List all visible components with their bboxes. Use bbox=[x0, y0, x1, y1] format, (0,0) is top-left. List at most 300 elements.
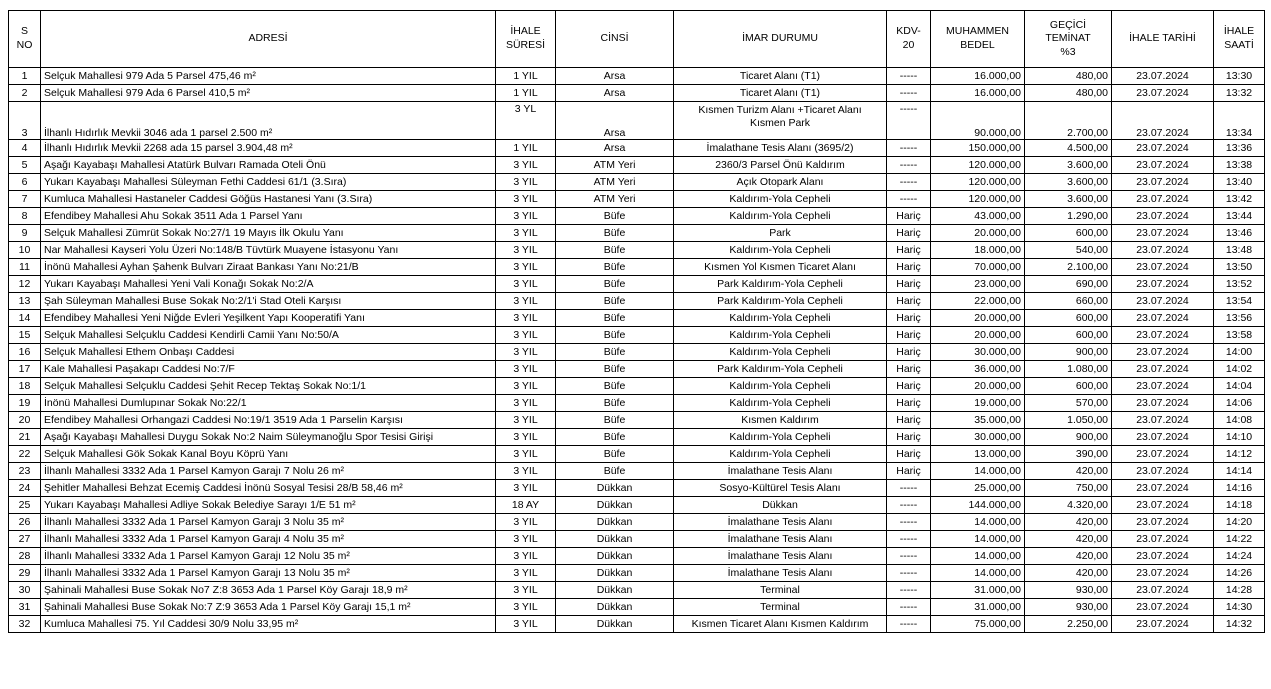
cell-vat: ----- bbox=[887, 565, 931, 582]
cell-deposit: 600,00 bbox=[1025, 225, 1112, 242]
cell-estimated-price: 90.000,00 bbox=[931, 102, 1025, 140]
cell-type: Dükkan bbox=[556, 565, 674, 582]
cell-estimated-price: 30.000,00 bbox=[931, 344, 1025, 361]
cell-time: 14:16 bbox=[1214, 480, 1265, 497]
cell-zoning: Park Kaldırım-Yola Cepheli bbox=[674, 276, 887, 293]
header-estimated-price: MUHAMMEN BEDEL bbox=[931, 11, 1025, 68]
cell-address: Efendibey Mahallesi Ahu Sokak 3511 Ada 1 Parsel Yanı bbox=[41, 208, 496, 225]
cell-type: Büfe bbox=[556, 361, 674, 378]
cell-time: 14:26 bbox=[1214, 565, 1265, 582]
cell-zoning: Kaldırım-Yola Cepheli bbox=[674, 446, 887, 463]
cell-sno: 16 bbox=[9, 344, 41, 361]
cell-estimated-price: 35.000,00 bbox=[931, 412, 1025, 429]
cell-zoning: Park Kaldırım-Yola Cepheli bbox=[674, 293, 887, 310]
cell-sno: 9 bbox=[9, 225, 41, 242]
cell-duration: 1 YIL bbox=[496, 68, 556, 85]
cell-date: 23.07.2024 bbox=[1112, 225, 1214, 242]
cell-estimated-price: 120.000,00 bbox=[931, 174, 1025, 191]
cell-address: İnönü Mahallesi Dumlupınar Sokak No:22/1 bbox=[41, 395, 496, 412]
table-body bbox=[9, 68, 1265, 633]
cell-time: 14:04 bbox=[1214, 378, 1265, 395]
cell-estimated-price: 14.000,00 bbox=[931, 565, 1025, 582]
cell-duration: 3 YIL bbox=[496, 531, 556, 548]
cell-time: 14:12 bbox=[1214, 446, 1265, 463]
cell-zoning: Kaldırım-Yola Cepheli bbox=[674, 242, 887, 259]
table-row bbox=[9, 174, 1265, 191]
cell-deposit: 600,00 bbox=[1025, 378, 1112, 395]
cell-time: 14:14 bbox=[1214, 463, 1265, 480]
cell-duration: 3 YIL bbox=[496, 344, 556, 361]
cell-deposit: 900,00 bbox=[1025, 429, 1112, 446]
cell-address: Yukarı Kayabaşı Mahallesi Adliye Sokak Belediye Sarayı 1/E 51 m² bbox=[41, 497, 496, 514]
cell-sno: 5 bbox=[9, 157, 41, 174]
cell-zoning: İmalathane Tesis Alanı bbox=[674, 531, 887, 548]
cell-time: 14:00 bbox=[1214, 344, 1265, 361]
cell-duration: 3 YIL bbox=[496, 225, 556, 242]
cell-duration: 3 YIL bbox=[496, 395, 556, 412]
cell-vat: Hariç bbox=[887, 208, 931, 225]
table-row bbox=[9, 429, 1265, 446]
cell-sno: 30 bbox=[9, 582, 41, 599]
cell-duration: 3 YIL bbox=[496, 548, 556, 565]
table-row bbox=[9, 85, 1265, 102]
cell-vat: Hariç bbox=[887, 429, 931, 446]
cell-date: 23.07.2024 bbox=[1112, 85, 1214, 102]
cell-deposit: 2.250,00 bbox=[1025, 616, 1112, 633]
cell-date: 23.07.2024 bbox=[1112, 293, 1214, 310]
cell-estimated-price: 22.000,00 bbox=[931, 293, 1025, 310]
cell-sno: 3 bbox=[9, 102, 41, 140]
cell-estimated-price: 20.000,00 bbox=[931, 225, 1025, 242]
header-time: İHALE SAATİ bbox=[1214, 11, 1265, 68]
cell-duration: 3 YIL bbox=[496, 293, 556, 310]
cell-type: Büfe bbox=[556, 429, 674, 446]
cell-address: Selçuk Mahallesi Selçuklu Caddesi Kendirli Camii Yanı No:50/A bbox=[41, 327, 496, 344]
cell-time: 13:52 bbox=[1214, 276, 1265, 293]
cell-time: 14:06 bbox=[1214, 395, 1265, 412]
cell-date: 23.07.2024 bbox=[1112, 68, 1214, 85]
cell-type: Dükkan bbox=[556, 599, 674, 616]
cell-date: 23.07.2024 bbox=[1112, 412, 1214, 429]
cell-date: 23.07.2024 bbox=[1112, 446, 1214, 463]
cell-vat: ----- bbox=[887, 531, 931, 548]
table-row bbox=[9, 480, 1265, 497]
cell-time: 14:24 bbox=[1214, 548, 1265, 565]
cell-duration: 3 YIL bbox=[496, 412, 556, 429]
cell-deposit: 570,00 bbox=[1025, 395, 1112, 412]
cell-address: Nar Mahallesi Kayseri Yolu Üzeri No:148/B Tüvtürk Muayene İstasyonu Yanı bbox=[41, 242, 496, 259]
cell-deposit: 930,00 bbox=[1025, 582, 1112, 599]
cell-deposit: 2.700,00 bbox=[1025, 102, 1112, 140]
cell-type: Büfe bbox=[556, 446, 674, 463]
cell-address: Şahinali Mahallesi Buse Sokak No:7 Z:9 3653 Ada 1 Parsel Köy Garajı 15,1 m² bbox=[41, 599, 496, 616]
cell-sno: 22 bbox=[9, 446, 41, 463]
cell-time: 14:32 bbox=[1214, 616, 1265, 633]
cell-deposit: 900,00 bbox=[1025, 344, 1112, 361]
cell-type: Büfe bbox=[556, 395, 674, 412]
cell-address: Aşağı Kayabaşı Mahallesi Duygu Sokak No:2 Naim Süleymanoğlu Spor Tesisi Girişi bbox=[41, 429, 496, 446]
cell-deposit: 1.290,00 bbox=[1025, 208, 1112, 225]
cell-date: 23.07.2024 bbox=[1112, 531, 1214, 548]
cell-estimated-price: 18.000,00 bbox=[931, 242, 1025, 259]
cell-vat: Hariç bbox=[887, 293, 931, 310]
cell-type: Büfe bbox=[556, 208, 674, 225]
cell-date: 23.07.2024 bbox=[1112, 102, 1214, 140]
cell-duration: 3 YIL bbox=[496, 599, 556, 616]
cell-address: İlhanlı Mahallesi 3332 Ada 1 Parsel Kamyon Garajı 4 Nolu 35 m² bbox=[41, 531, 496, 548]
cell-type: Dükkan bbox=[556, 514, 674, 531]
cell-estimated-price: 31.000,00 bbox=[931, 599, 1025, 616]
cell-type: Dükkan bbox=[556, 497, 674, 514]
cell-type: Dükkan bbox=[556, 531, 674, 548]
cell-estimated-price: 120.000,00 bbox=[931, 157, 1025, 174]
cell-time: 14:02 bbox=[1214, 361, 1265, 378]
cell-zoning: İmalathane Tesis Alanı bbox=[674, 463, 887, 480]
cell-vat: Hariç bbox=[887, 463, 931, 480]
cell-time: 13:42 bbox=[1214, 191, 1265, 208]
table-row bbox=[9, 565, 1265, 582]
cell-type: Büfe bbox=[556, 293, 674, 310]
cell-type: ATM Yeri bbox=[556, 174, 674, 191]
cell-sno: 20 bbox=[9, 412, 41, 429]
cell-deposit: 4.320,00 bbox=[1025, 497, 1112, 514]
cell-vat: ----- bbox=[887, 191, 931, 208]
cell-time: 13:30 bbox=[1214, 68, 1265, 85]
cell-type: Büfe bbox=[556, 276, 674, 293]
cell-sno: 23 bbox=[9, 463, 41, 480]
cell-type: ATM Yeri bbox=[556, 157, 674, 174]
cell-duration: 3 YIL bbox=[496, 480, 556, 497]
cell-vat: ----- bbox=[887, 599, 931, 616]
cell-address: Şehitler Mahallesi Behzat Ecemiş Caddesi İnönü Sosyal Tesisi 28/B 58,46 m² bbox=[41, 480, 496, 497]
cell-time: 14:28 bbox=[1214, 582, 1265, 599]
cell-zoning: Dükkan bbox=[674, 497, 887, 514]
cell-deposit: 690,00 bbox=[1025, 276, 1112, 293]
cell-date: 23.07.2024 bbox=[1112, 361, 1214, 378]
cell-vat: Hariç bbox=[887, 327, 931, 344]
table-row bbox=[9, 531, 1265, 548]
cell-duration: 3 YIL bbox=[496, 259, 556, 276]
cell-deposit: 480,00 bbox=[1025, 68, 1112, 85]
table-row bbox=[9, 344, 1265, 361]
cell-zoning: Kaldırım-Yola Cepheli bbox=[674, 327, 887, 344]
cell-type: Büfe bbox=[556, 242, 674, 259]
cell-vat: ----- bbox=[887, 157, 931, 174]
cell-sno: 25 bbox=[9, 497, 41, 514]
table-row bbox=[9, 276, 1265, 293]
cell-address: Selçuk Mahallesi Selçuklu Caddesi Şehit Recep Tektaş Sokak No:1/1 bbox=[41, 378, 496, 395]
cell-sno: 13 bbox=[9, 293, 41, 310]
cell-duration: 3 YIL bbox=[496, 242, 556, 259]
cell-vat: Hariç bbox=[887, 395, 931, 412]
cell-duration: 3 YIL bbox=[496, 310, 556, 327]
header-vat: KDV- 20 bbox=[887, 11, 931, 68]
cell-address: Kumluca Mahallesi 75. Yıl Caddesi 30/9 Nolu 33,95 m² bbox=[41, 616, 496, 633]
cell-zoning: Kaldırım-Yola Cepheli bbox=[674, 429, 887, 446]
cell-zoning: Kısmen Turizm Alanı +Ticaret Alanı Kısmen Park bbox=[674, 102, 887, 140]
cell-estimated-price: 144.000,00 bbox=[931, 497, 1025, 514]
cell-deposit: 750,00 bbox=[1025, 480, 1112, 497]
cell-type: Arsa bbox=[556, 68, 674, 85]
cell-deposit: 420,00 bbox=[1025, 514, 1112, 531]
cell-address: Yukarı Kayabaşı Mahallesi Süleyman Fethi Caddesi 61/1 (3.Sıra) bbox=[41, 174, 496, 191]
cell-date: 23.07.2024 bbox=[1112, 616, 1214, 633]
cell-type: Büfe bbox=[556, 310, 674, 327]
cell-date: 23.07.2024 bbox=[1112, 327, 1214, 344]
table-row bbox=[9, 548, 1265, 565]
cell-vat: Hariç bbox=[887, 225, 931, 242]
cell-address: Selçuk Mahallesi 979 Ada 5 Parsel 475,46 m² bbox=[41, 68, 496, 85]
cell-address: İlhanlı Hıdırlık Mevkii 2268 ada 15 parsel 3.904,48 m² bbox=[41, 140, 496, 157]
cell-deposit: 3.600,00 bbox=[1025, 157, 1112, 174]
cell-time: 14:18 bbox=[1214, 497, 1265, 514]
cell-zoning: 2360/3 Parsel Önü Kaldırım bbox=[674, 157, 887, 174]
cell-zoning: İmalathane Tesis Alanı bbox=[674, 548, 887, 565]
cell-vat: ----- bbox=[887, 85, 931, 102]
header-deposit: GEÇİCİ TEMİNAT %3 bbox=[1025, 11, 1112, 68]
cell-sno: 12 bbox=[9, 276, 41, 293]
table-row bbox=[9, 395, 1265, 412]
cell-deposit: 1.050,00 bbox=[1025, 412, 1112, 429]
cell-vat: Hariç bbox=[887, 259, 931, 276]
cell-date: 23.07.2024 bbox=[1112, 259, 1214, 276]
cell-address: Selçuk Mahallesi Ethem Onbaşı Caddesi bbox=[41, 344, 496, 361]
cell-deposit: 930,00 bbox=[1025, 599, 1112, 616]
table-row bbox=[9, 102, 1265, 140]
cell-zoning: Kaldırım-Yola Cepheli bbox=[674, 208, 887, 225]
cell-date: 23.07.2024 bbox=[1112, 514, 1214, 531]
cell-deposit: 660,00 bbox=[1025, 293, 1112, 310]
cell-vat: Hariç bbox=[887, 361, 931, 378]
cell-zoning: Ticaret Alanı (T1) bbox=[674, 68, 887, 85]
cell-duration: 3 YIL bbox=[496, 276, 556, 293]
cell-duration: 3 YIL bbox=[496, 327, 556, 344]
cell-vat: ----- bbox=[887, 616, 931, 633]
cell-date: 23.07.2024 bbox=[1112, 191, 1214, 208]
cell-estimated-price: 75.000,00 bbox=[931, 616, 1025, 633]
cell-deposit: 540,00 bbox=[1025, 242, 1112, 259]
cell-time: 13:32 bbox=[1214, 85, 1265, 102]
cell-sno: 28 bbox=[9, 548, 41, 565]
cell-duration: 3 YIL bbox=[496, 378, 556, 395]
cell-address: Kumluca Mahallesi Hastaneler Caddesi Göğüs Hastanesi Yanı (3.Sıra) bbox=[41, 191, 496, 208]
cell-estimated-price: 36.000,00 bbox=[931, 361, 1025, 378]
cell-vat: ----- bbox=[887, 514, 931, 531]
cell-sno: 26 bbox=[9, 514, 41, 531]
cell-type: Arsa bbox=[556, 85, 674, 102]
cell-deposit: 390,00 bbox=[1025, 446, 1112, 463]
cell-sno: 6 bbox=[9, 174, 41, 191]
cell-type: Arsa bbox=[556, 140, 674, 157]
cell-duration: 1 YIL bbox=[496, 140, 556, 157]
cell-sno: 17 bbox=[9, 361, 41, 378]
cell-vat: Hariç bbox=[887, 378, 931, 395]
cell-type: ATM Yeri bbox=[556, 191, 674, 208]
cell-address: Yukarı Kayabaşı Mahallesi Yeni Vali Konağı Sokak No:2/A bbox=[41, 276, 496, 293]
cell-address: Selçuk Mahallesi Zümrüt Sokak No:27/1 19 Mayıs İlk Okulu Yanı bbox=[41, 225, 496, 242]
header-type: CİNSİ bbox=[556, 11, 674, 68]
cell-address: İlhanlı Hıdırlık Mevkii 3046 ada 1 parsel 2.500 m² bbox=[41, 102, 496, 140]
cell-time: 13:46 bbox=[1214, 225, 1265, 242]
cell-date: 23.07.2024 bbox=[1112, 310, 1214, 327]
cell-type: Büfe bbox=[556, 259, 674, 276]
table-row bbox=[9, 412, 1265, 429]
cell-type: Dükkan bbox=[556, 480, 674, 497]
cell-zoning: Sosyo-Kültürel Tesis Alanı bbox=[674, 480, 887, 497]
cell-estimated-price: 31.000,00 bbox=[931, 582, 1025, 599]
cell-vat: Hariç bbox=[887, 344, 931, 361]
cell-time: 13:50 bbox=[1214, 259, 1265, 276]
cell-sno: 8 bbox=[9, 208, 41, 225]
cell-zoning: Terminal bbox=[674, 599, 887, 616]
table-row bbox=[9, 68, 1265, 85]
table-row bbox=[9, 225, 1265, 242]
cell-type: Dükkan bbox=[556, 616, 674, 633]
cell-duration: 3 YIL bbox=[496, 514, 556, 531]
cell-time: 13:54 bbox=[1214, 293, 1265, 310]
cell-address: İlhanlı Mahallesi 3332 Ada 1 Parsel Kamyon Garajı 12 Nolu 35 m² bbox=[41, 548, 496, 565]
cell-estimated-price: 13.000,00 bbox=[931, 446, 1025, 463]
cell-vat: Hariç bbox=[887, 412, 931, 429]
cell-time: 13:40 bbox=[1214, 174, 1265, 191]
cell-deposit: 2.100,00 bbox=[1025, 259, 1112, 276]
cell-duration: 3 YIL bbox=[496, 429, 556, 446]
table-row bbox=[9, 259, 1265, 276]
table-row bbox=[9, 208, 1265, 225]
table-row bbox=[9, 599, 1265, 616]
table-row bbox=[9, 327, 1265, 344]
table-row bbox=[9, 361, 1265, 378]
cell-date: 23.07.2024 bbox=[1112, 276, 1214, 293]
cell-zoning: Ticaret Alanı (T1) bbox=[674, 85, 887, 102]
cell-type: Büfe bbox=[556, 412, 674, 429]
cell-date: 23.07.2024 bbox=[1112, 599, 1214, 616]
table-row bbox=[9, 310, 1265, 327]
header-zoning: İMAR DURUMU bbox=[674, 11, 887, 68]
cell-zoning: Kaldırım-Yola Cepheli bbox=[674, 395, 887, 412]
cell-zoning: Kaldırım-Yola Cepheli bbox=[674, 378, 887, 395]
cell-duration: 3 YIL bbox=[496, 616, 556, 633]
cell-sno: 10 bbox=[9, 242, 41, 259]
cell-sno: 27 bbox=[9, 531, 41, 548]
cell-zoning: Park bbox=[674, 225, 887, 242]
cell-address: Aşağı Kayabaşı Mahallesi Atatürk Bulvarı Ramada Oteli Önü bbox=[41, 157, 496, 174]
cell-sno: 7 bbox=[9, 191, 41, 208]
cell-date: 23.07.2024 bbox=[1112, 242, 1214, 259]
cell-type: Büfe bbox=[556, 344, 674, 361]
cell-duration: 3 YIL bbox=[496, 191, 556, 208]
cell-sno: 4 bbox=[9, 140, 41, 157]
cell-duration: 3 YIL bbox=[496, 157, 556, 174]
cell-type: Büfe bbox=[556, 327, 674, 344]
cell-time: 14:20 bbox=[1214, 514, 1265, 531]
cell-date: 23.07.2024 bbox=[1112, 582, 1214, 599]
cell-deposit: 420,00 bbox=[1025, 531, 1112, 548]
cell-deposit: 600,00 bbox=[1025, 327, 1112, 344]
cell-duration: 3 YIL bbox=[496, 582, 556, 599]
cell-time: 14:22 bbox=[1214, 531, 1265, 548]
table-row bbox=[9, 497, 1265, 514]
cell-time: 13:58 bbox=[1214, 327, 1265, 344]
cell-sno: 18 bbox=[9, 378, 41, 395]
cell-duration: 3 YIL bbox=[496, 463, 556, 480]
cell-type: Dükkan bbox=[556, 548, 674, 565]
cell-zoning: Kaldırım-Yola Cepheli bbox=[674, 191, 887, 208]
cell-date: 23.07.2024 bbox=[1112, 157, 1214, 174]
cell-date: 23.07.2024 bbox=[1112, 565, 1214, 582]
cell-time: 14:10 bbox=[1214, 429, 1265, 446]
cell-type: Büfe bbox=[556, 225, 674, 242]
cell-deposit: 600,00 bbox=[1025, 310, 1112, 327]
cell-sno: 19 bbox=[9, 395, 41, 412]
cell-estimated-price: 14.000,00 bbox=[931, 548, 1025, 565]
cell-sno: 14 bbox=[9, 310, 41, 327]
cell-date: 23.07.2024 bbox=[1112, 395, 1214, 412]
cell-date: 23.07.2024 bbox=[1112, 208, 1214, 225]
cell-vat: ----- bbox=[887, 497, 931, 514]
cell-estimated-price: 23.000,00 bbox=[931, 276, 1025, 293]
cell-sno: 31 bbox=[9, 599, 41, 616]
cell-sno: 2 bbox=[9, 85, 41, 102]
cell-type: Büfe bbox=[556, 463, 674, 480]
cell-deposit: 4.500,00 bbox=[1025, 140, 1112, 157]
cell-vat: ----- bbox=[887, 480, 931, 497]
cell-address: Şah Süleyman Mahallesi Buse Sokak No:2/1'i Stad Oteli Karşısı bbox=[41, 293, 496, 310]
cell-time: 14:30 bbox=[1214, 599, 1265, 616]
cell-vat: Hariç bbox=[887, 446, 931, 463]
cell-time: 13:34 bbox=[1214, 102, 1265, 140]
cell-estimated-price: 14.000,00 bbox=[931, 463, 1025, 480]
cell-time: 13:44 bbox=[1214, 208, 1265, 225]
cell-deposit: 3.600,00 bbox=[1025, 191, 1112, 208]
cell-vat: ----- bbox=[887, 548, 931, 565]
cell-deposit: 1.080,00 bbox=[1025, 361, 1112, 378]
cell-estimated-price: 150.000,00 bbox=[931, 140, 1025, 157]
cell-estimated-price: 20.000,00 bbox=[931, 378, 1025, 395]
cell-zoning: Kaldırım-Yola Cepheli bbox=[674, 310, 887, 327]
cell-sno: 21 bbox=[9, 429, 41, 446]
cell-duration: 3 YIL bbox=[496, 565, 556, 582]
header-row bbox=[9, 11, 1265, 68]
cell-estimated-price: 14.000,00 bbox=[931, 514, 1025, 531]
cell-duration: 3 YL bbox=[496, 102, 556, 140]
cell-date: 23.07.2024 bbox=[1112, 378, 1214, 395]
cell-estimated-price: 120.000,00 bbox=[931, 191, 1025, 208]
cell-zoning: Açık Otopark Alanı bbox=[674, 174, 887, 191]
cell-zoning: Kısmen Yol Kısmen Ticaret Alanı bbox=[674, 259, 887, 276]
tender-table bbox=[8, 10, 1265, 633]
cell-time: 13:38 bbox=[1214, 157, 1265, 174]
cell-address: Selçuk Mahallesi 979 Ada 6 Parsel 410,5 m² bbox=[41, 85, 496, 102]
cell-address: İlhanlı Mahallesi 3332 Ada 1 Parsel Kamyon Garajı 3 Nolu 35 m² bbox=[41, 514, 496, 531]
cell-sno: 29 bbox=[9, 565, 41, 582]
cell-duration: 3 YIL bbox=[496, 208, 556, 225]
cell-sno: 15 bbox=[9, 327, 41, 344]
cell-zoning: İmalathane Tesis Alanı bbox=[674, 514, 887, 531]
cell-vat: Hariç bbox=[887, 276, 931, 293]
cell-date: 23.07.2024 bbox=[1112, 429, 1214, 446]
table-row bbox=[9, 378, 1265, 395]
cell-deposit: 420,00 bbox=[1025, 463, 1112, 480]
header-sno: S NO bbox=[9, 11, 41, 68]
cell-estimated-price: 14.000,00 bbox=[931, 531, 1025, 548]
table-row bbox=[9, 616, 1265, 633]
cell-time: 13:48 bbox=[1214, 242, 1265, 259]
table-row bbox=[9, 140, 1265, 157]
cell-time: 13:36 bbox=[1214, 140, 1265, 157]
cell-type: Arsa bbox=[556, 102, 674, 140]
cell-deposit: 3.600,00 bbox=[1025, 174, 1112, 191]
